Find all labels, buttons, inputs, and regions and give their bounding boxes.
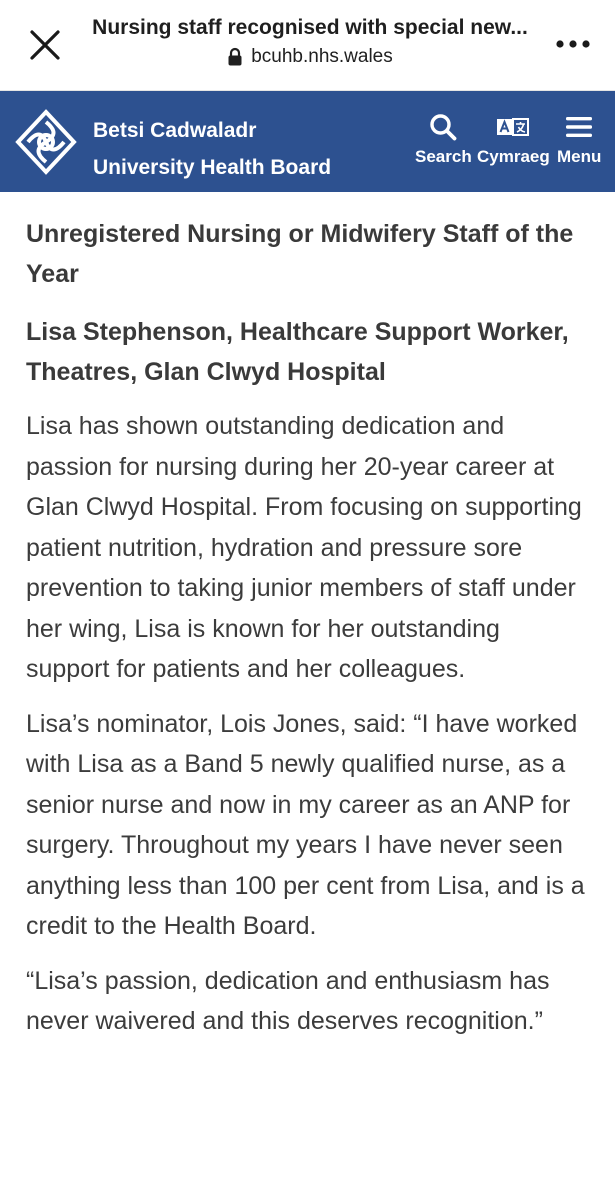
url-line[interactable] xyxy=(90,46,530,68)
close-button[interactable] xyxy=(24,24,66,66)
page-title: Nursing staff recognised with special new... xyxy=(92,16,528,39)
org-name[interactable] xyxy=(93,112,331,186)
menu-label: Menu xyxy=(557,147,602,166)
page-title-block xyxy=(90,16,530,68)
more-options-icon xyxy=(556,40,590,48)
article-subheading: Lisa Stephenson, Healthcare Support Worker, Theatres, Glan Clwyd Hospital xyxy=(26,318,569,386)
site-header xyxy=(0,91,615,192)
article-paragraph-2: Lisa’s nominator, Lois Jones, said: “I have worked with Lisa as a Band 5 newly qualified nurse, as a senior nurse and now in my career as an ANP for surgery. Throughout my years I have never seen anything less than 100 per cent from Lisa, and is a credit to the Health Board. xyxy=(26,709,585,940)
language-label: Cymraeg xyxy=(477,147,550,166)
language-button[interactable] xyxy=(477,111,550,167)
menu-button[interactable] xyxy=(557,111,601,167)
language-icon xyxy=(496,117,530,137)
more-options-button[interactable] xyxy=(553,28,593,60)
health-board-logo-icon[interactable] xyxy=(12,108,80,176)
lock-icon xyxy=(227,47,243,67)
article-body xyxy=(0,192,615,1042)
article-paragraph-1: Lisa has shown outstanding dedication and passion for nursing during her 20-year career at Glan Clwyd Hospital. From focusing on supporting patient nutrition, hydration and pressure sore prevention to taking junior members of staff under her wing, Lisa is known for her outstanding support for patients and her colleagues. xyxy=(26,412,582,683)
url-text: bcuhb.nhs.wales xyxy=(251,46,393,67)
browser-toolbar xyxy=(0,0,615,91)
org-name-line1: Betsi Cadwaladr xyxy=(93,119,257,142)
search-label: Search xyxy=(415,147,472,166)
close-icon xyxy=(29,29,61,61)
article-paragraph-3: “Lisa’s passion, dedication and enthusiasm has never waivered and this deserves recognition.” xyxy=(26,966,550,1035)
org-name-line2: University Health Board xyxy=(93,156,332,179)
search-button[interactable] xyxy=(415,111,472,167)
menu-icon xyxy=(566,116,592,138)
search-icon xyxy=(429,113,457,141)
article-heading: Unregistered Nursing or Midwifery Staff of the Year xyxy=(26,220,574,288)
